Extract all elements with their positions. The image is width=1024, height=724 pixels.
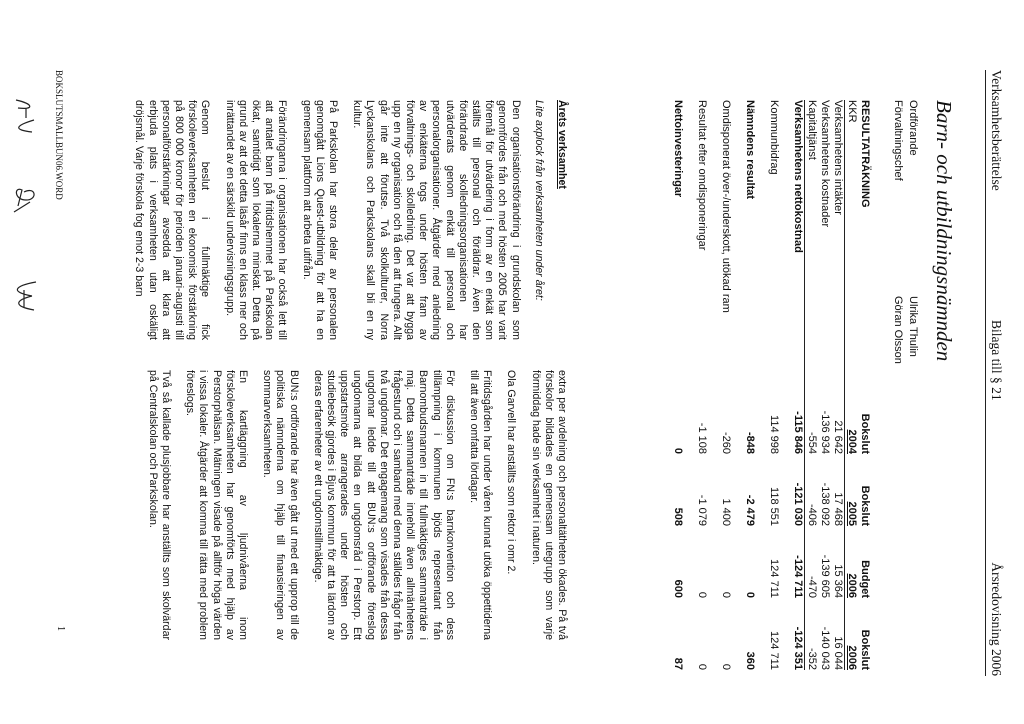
row-value: -140 043 bbox=[819, 626, 831, 670]
table-row bbox=[831, 100, 845, 670]
spacer-cell bbox=[780, 100, 791, 670]
table-row bbox=[671, 100, 684, 670]
paragraph: extra per avdelning och personaltätheten ökades. På två förskolor bildades en gemensam utegrupp som varje förmiddag hade sin verksamhet i naturen. bbox=[529, 370, 568, 640]
people-block bbox=[890, 100, 920, 364]
table-unit: KKR bbox=[845, 100, 859, 382]
role-chair: Ordförande bbox=[907, 100, 919, 156]
right-column bbox=[135, 370, 568, 640]
row-value: 21 642 bbox=[832, 420, 844, 454]
row-value: 600 bbox=[672, 579, 684, 598]
row-value: 0 bbox=[720, 663, 732, 670]
row-value: 508 bbox=[672, 507, 684, 526]
spacer-row bbox=[756, 100, 767, 670]
row-value: -1 108 bbox=[696, 422, 708, 454]
col-header: Budget bbox=[859, 560, 871, 598]
spacer-cell bbox=[756, 100, 767, 670]
row-label: Resultat efter omdisponeringar bbox=[696, 100, 708, 251]
row-value: -139 605 bbox=[819, 554, 831, 598]
table-row bbox=[719, 100, 732, 670]
paragraph: Ola Garvell har anställts som rektor i omr 2. bbox=[505, 370, 518, 575]
row-value: 15 364 bbox=[832, 564, 844, 598]
paragraph: Den organisationsförändring i grundskolan som genomfördes från och med hösten 2005 har varit föremål för utvärdering i form av en enkät som ställts till personal och föräldrar. Även den förändrade skolledningsorganisationen har utvärderats genom enkät till personal och personalorganisationer. Åtgärder med anledning av enkäterna togs under hösten fram av förvaltnings- och skolledning. Det var att bygga upp en ny organisation och få den att fungera. Allt går inte att förutse. Två skolkulturer, Norra Lyckanskolans och Parkskolans skall bli en ny kultur. bbox=[351, 100, 522, 340]
footer-filename: BOKSLUTSMALLBUN06.WORD bbox=[54, 70, 64, 200]
row-value: -115 846 bbox=[792, 411, 804, 454]
names-block bbox=[890, 296, 920, 416]
table-row bbox=[767, 100, 780, 670]
page-header bbox=[985, 70, 1004, 676]
table-header-row-2 bbox=[845, 100, 859, 670]
row-value: 1 400 bbox=[720, 498, 732, 526]
row-value: -260 bbox=[720, 431, 732, 454]
spacer-cell bbox=[684, 100, 695, 670]
row-value: 124 711 bbox=[768, 631, 780, 670]
row-label: Verksamhetens nettokostnad bbox=[792, 100, 804, 253]
row-label: Verksamhetens intäkter bbox=[832, 100, 844, 215]
spacer-cell bbox=[732, 100, 743, 670]
col-year: 2006 bbox=[845, 598, 859, 670]
name-chief: Göran Olsson bbox=[892, 296, 904, 364]
row-value: -470 bbox=[805, 526, 819, 598]
row-value: -121 030 bbox=[792, 482, 804, 526]
row-value: -138 092 bbox=[819, 482, 831, 526]
spacer-row bbox=[732, 100, 743, 670]
table-row bbox=[743, 100, 756, 670]
spacer-row bbox=[780, 100, 791, 670]
col-year: 2006 bbox=[845, 526, 859, 598]
page-number: 1 bbox=[55, 626, 66, 631]
paragraph: Förändringarna i organisationen har också lett till att antalet barn på fritidshemmet på Parkskolan ökat, samtidigt som lokalerna minskat. Detta på grund av att det detta läsår finns en klass mer och inrättandet av en särskild undervisningsgrupp. bbox=[223, 100, 289, 340]
income-statement bbox=[671, 100, 871, 670]
row-label: Kapitaltjänst bbox=[805, 100, 819, 382]
row-value: 0 bbox=[744, 591, 756, 598]
row-value: 360 bbox=[744, 651, 756, 670]
section-heading: Årets verksamhet bbox=[556, 100, 568, 189]
row-label: Nämndens resultat bbox=[744, 100, 756, 200]
table-row bbox=[818, 100, 831, 670]
row-value: 124 711 bbox=[768, 559, 780, 598]
row-value: 17 468 bbox=[832, 492, 844, 526]
paragraph: Genom beslut i fullmäktige fick förskoleverksamheten en ekonomisk förstärkning på 800 000 kronor för perioden januari-augusti till personalförstärkningar avsedda att klara att erbjuda plats i verksamheten utan oskäligt dröjsmål. Varje förskola fog emot 2-3 barn bbox=[133, 100, 212, 340]
col-header: Bokslut bbox=[859, 413, 871, 454]
row-label: Omdisponerat över-/underskott, utökad ram bbox=[720, 100, 732, 313]
table-row bbox=[805, 100, 819, 670]
paragraph: En kartläggning av ljudnivåerna inom förskoleverksamheten har genomförts med hjälp av Perstorphälsan. Mätningen visade på alltför höga värden i vissa lokaler. Åtgärder att komma till rätta med problem föreslogs. bbox=[184, 370, 249, 640]
page-title: Barn- och utbildningsnämnden bbox=[932, 100, 956, 362]
row-value: -554 bbox=[805, 382, 819, 454]
header-right: Årsredovisning 2006 bbox=[989, 562, 1004, 676]
row-value: -848 bbox=[744, 431, 756, 454]
row-value: 0 bbox=[672, 447, 684, 454]
col-header: Bokslut bbox=[859, 629, 871, 670]
row-value: 0 bbox=[696, 591, 708, 598]
table-row bbox=[791, 100, 805, 670]
row-value: 87 bbox=[672, 657, 684, 670]
paragraph: På Parkskolan har stora delar av personalen genomgått Lions Quest-utbildning för att ha en gemensam plattform att arbeta utifrån. bbox=[300, 100, 339, 340]
row-label: Nettoinvesteringar bbox=[672, 100, 684, 198]
table-heading: RESULTATRÄKNING bbox=[859, 100, 871, 208]
table-header-row-1 bbox=[858, 100, 871, 670]
section-subheading: Lite axplock från verksamheten under året: bbox=[532, 100, 545, 301]
spacer-cell bbox=[708, 100, 719, 670]
row-value: -124 711 bbox=[792, 555, 804, 598]
income-statement-table bbox=[671, 100, 871, 670]
name-chair: Ulrika Thulin bbox=[907, 296, 919, 357]
row-value: -2 479 bbox=[744, 494, 756, 526]
handwritten-signatures bbox=[4, 96, 44, 396]
row-value: 0 bbox=[720, 591, 732, 598]
paragraph: Fritidsgården har under våren kunnat utöka öppettiderna till att även omfatta lördagar. bbox=[467, 370, 494, 640]
paragraph: För diskussion om FN:s barnkonvention och dess tillämpning i kommunen bjöds representant från Barnombudsmannen in till fullmäktiges sammanträde i maj. Detta sammanträde innehöll även allmänhetens frågestund och i samband med denna ställdes frågor från två ungdomar. Det engagemang som visades från dessa ungdomar ledde till att BUN:s ordförande föreslog ungdomarna att bilda en ungdomsråd i Perstorp. Ett uppstartsmöte arrangerades under hösten och studiebesök gjordes i Bjuvs kommun för att ta lärdom av deras erfarenheter av ett ungdomstillmäktige. bbox=[311, 370, 456, 640]
paragraph: BUN:s ordförande har även gått ut med ett upprop till de politiska nämnderna om hjälp till finansieringen av sommarverksamheten. bbox=[261, 370, 300, 640]
header-left: Verksamhetsberättelse bbox=[989, 70, 1004, 191]
row-value: -124 351 bbox=[792, 626, 804, 670]
row-value: 118 551 bbox=[768, 487, 780, 526]
col-header: Bokslut bbox=[859, 485, 871, 526]
row-label: Kommunbidrag bbox=[768, 100, 780, 175]
role-chief: Förvaltningschef bbox=[892, 100, 904, 181]
row-value: -406 bbox=[805, 454, 819, 526]
row-value: 114 998 bbox=[768, 415, 780, 454]
header-center: Bilaga till § 21 bbox=[989, 320, 1004, 401]
left-column bbox=[121, 100, 568, 340]
row-value: -352 bbox=[805, 598, 819, 670]
spacer-row bbox=[684, 100, 695, 670]
spacer-row bbox=[708, 100, 719, 670]
row-value: -1 079 bbox=[696, 494, 708, 526]
row-value: 16 044 bbox=[832, 636, 844, 670]
paragraph: Två så kallade plusjobbare har anställts som skolvärdar på Centralskolan och Parkskolan. bbox=[146, 370, 172, 640]
table-row bbox=[695, 100, 708, 670]
col-year: 2004 bbox=[845, 382, 859, 454]
row-label: Verksamhetens kostnader bbox=[819, 100, 831, 228]
col-year: 2005 bbox=[845, 454, 859, 526]
row-value: -136 934 bbox=[819, 410, 831, 454]
row-value: 0 bbox=[696, 663, 708, 670]
